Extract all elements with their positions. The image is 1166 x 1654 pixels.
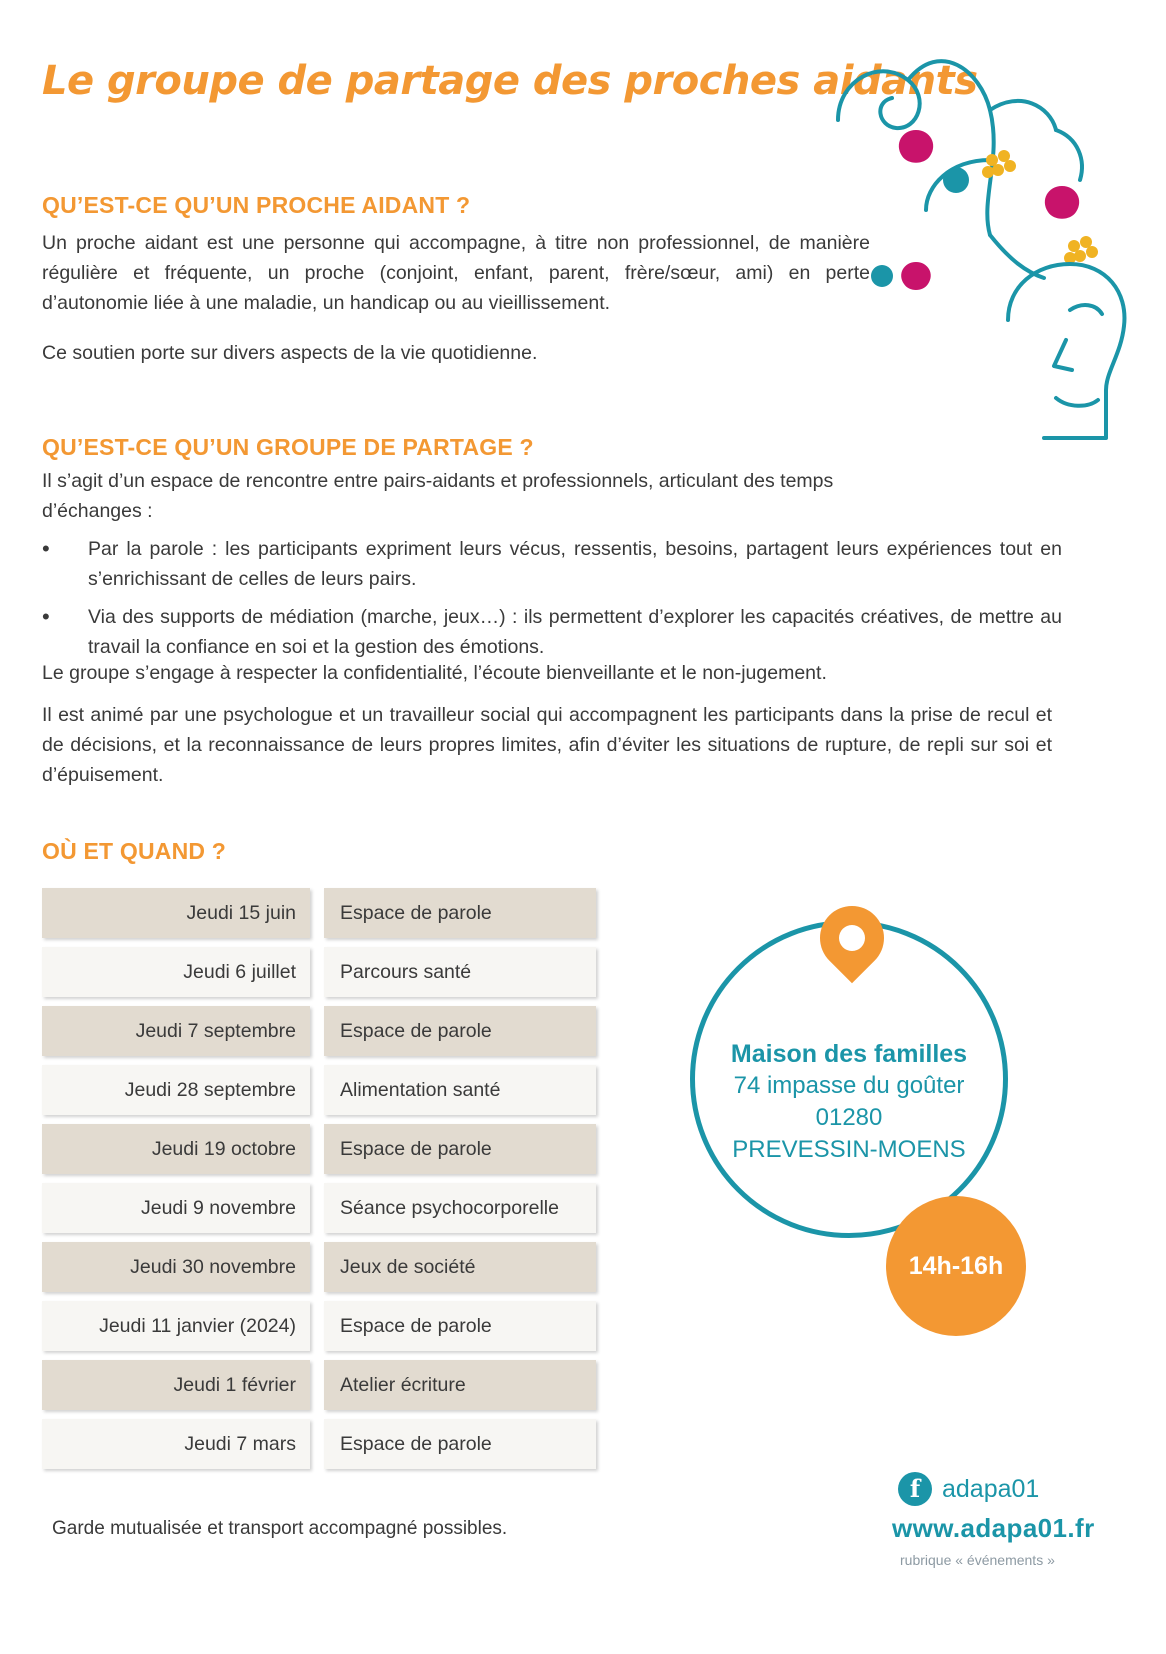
website-link[interactable]: www.adapa01.fr	[892, 1513, 1095, 1543]
table-row	[42, 1124, 622, 1174]
table-row	[42, 1360, 622, 1410]
location-address-line-3: PREVESSIN-MOENS	[732, 1136, 966, 1163]
heading-groupe-de-partage: QU’EST-CE QU’UN GROUPE DE PARTAGE ?	[42, 434, 534, 460]
facebook-icon: f	[898, 1472, 932, 1506]
schedule-date: Jeudi 28 septembre	[42, 1065, 310, 1115]
paragraph-definition-proche-aidant: Un proche aidant est une personne qui accompagne, à titre non professionnel, de manière régulière et fréquente, un proche (conjoint, enfant, parent, frère/sœur, ami) en perte d’autonomie liée à une maladie, un handicap ou au vieillissement.	[42, 232, 870, 314]
paragraph-animation: Il est animé par une psychologue et un travailleur social qui accompagnent les participants dans la prise de recul et de décisions, et la reconnaissance de leurs propres limites, afin d’éviter les situations de rupture, de repli sur soi et d’épuisement.	[42, 704, 1052, 786]
website-rubrique: rubrique « événements »	[900, 1552, 1055, 1568]
page-title: Le groupe de partage des proches aidants	[42, 58, 978, 104]
table-row	[42, 1419, 622, 1469]
location-address	[696, 1038, 1002, 1166]
bullet-dot-icon: •	[42, 604, 50, 629]
schedule-date: Jeudi 7 septembre	[42, 1006, 310, 1056]
schedule-footnote: Garde mutualisée et transport accompagné possibles.	[52, 1518, 508, 1539]
table-row	[42, 947, 622, 997]
schedule-activity: Espace de parole	[324, 1301, 596, 1351]
table-row	[42, 1301, 622, 1351]
social-link-facebook[interactable]	[898, 1472, 1039, 1506]
list-item	[42, 602, 1062, 662]
schedule-date: Jeudi 6 juillet	[42, 947, 310, 997]
schedule-activity: Espace de parole	[324, 1006, 596, 1056]
schedule-date: Jeudi 15 juin	[42, 888, 310, 938]
location-block	[680, 900, 1040, 1320]
list-item-label: Par la parole : les participants expriment leurs vécus, ressentis, besoins, partagent leurs expériences tout en s’enrichissant de celles de leurs pairs.	[88, 538, 1062, 590]
location-venue: Maison des familles	[730, 1040, 968, 1068]
heading-proche-aidant: QU’EST-CE QU’UN PROCHE AIDANT ?	[42, 192, 471, 218]
location-address-line-1: 74 impasse du goûter	[733, 1072, 965, 1099]
schedule-date: Jeudi 1 février	[42, 1360, 310, 1410]
schedule-table	[42, 888, 622, 1478]
table-row	[42, 1006, 622, 1056]
schedule-activity: Espace de parole	[324, 888, 596, 938]
list-item	[42, 534, 1062, 594]
paragraph-groupe-intro: Il s’agit d’un espace de rencontre entre pairs-aidants et professionnels, articulant des temps d’échanges :	[42, 470, 834, 522]
schedule-activity: Séance psychocorporelle	[324, 1183, 596, 1233]
schedule-activity: Parcours santé	[324, 947, 596, 997]
table-row	[42, 1242, 622, 1292]
schedule-activity: Alimentation santé	[324, 1065, 596, 1115]
table-row	[42, 1183, 622, 1233]
table-row	[42, 888, 622, 938]
bullet-dot-icon: •	[42, 536, 50, 561]
hours-badge: 14h-16h	[886, 1196, 1026, 1336]
schedule-date: Jeudi 19 octobre	[42, 1124, 310, 1174]
list-item-label: Via des supports de médiation (marche, jeux…) : ils permettent d’explorer les capacités créatives, de mettre au travail la confiance en soi et la gestion des émotions.	[88, 606, 1062, 658]
schedule-date: Jeudi 30 novembre	[42, 1242, 310, 1292]
paragraph-soutien-quotidien: Ce soutien porte sur divers aspects de la vie quotidienne.	[42, 342, 538, 364]
paragraph-confidentialite: Le groupe s’engage à respecter la confidentialité, l’écoute bienveillante et le non-jugement.	[42, 662, 827, 684]
schedule-date: Jeudi 9 novembre	[42, 1183, 310, 1233]
table-row	[42, 1065, 622, 1115]
facebook-handle: adapa01	[942, 1474, 1040, 1503]
schedule-activity: Jeux de société	[324, 1242, 596, 1292]
schedule-activity: Espace de parole	[324, 1419, 596, 1469]
schedule-activity: Espace de parole	[324, 1124, 596, 1174]
schedule-activity: Atelier écriture	[324, 1360, 596, 1410]
heading-ou-et-quand: OÙ ET QUAND ?	[42, 838, 227, 864]
bullet-list-temps-echanges	[42, 534, 1062, 670]
schedule-date: Jeudi 11 janvier (2024)	[42, 1301, 310, 1351]
schedule-date: Jeudi 7 mars	[42, 1419, 310, 1469]
location-address-line-2: 01280	[815, 1104, 883, 1131]
